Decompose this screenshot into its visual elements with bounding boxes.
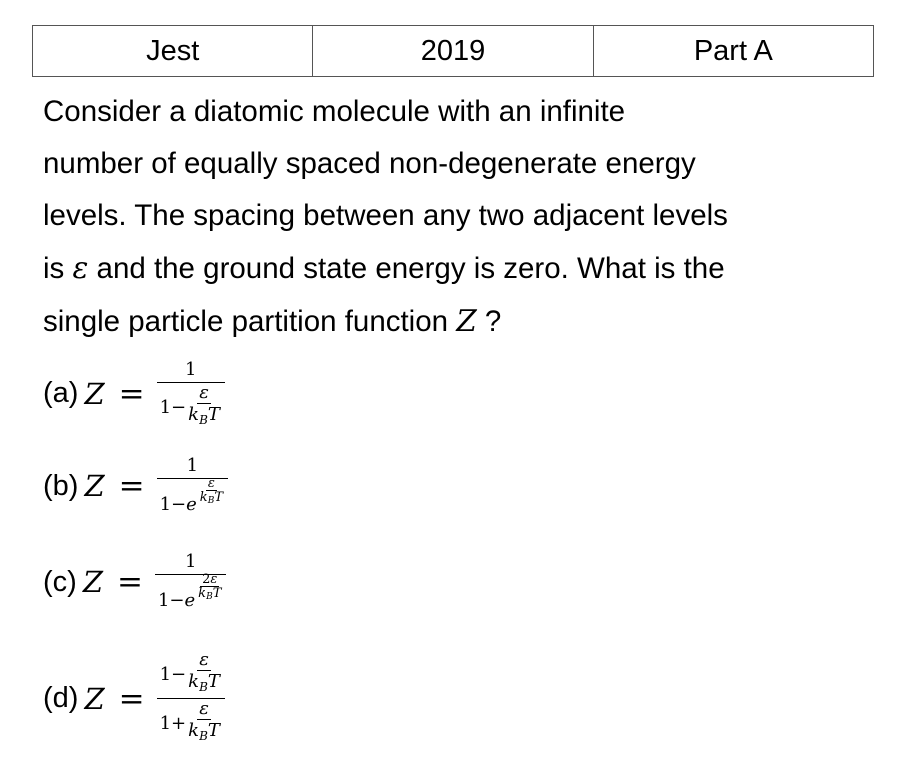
question-line-5-pre: single particle partition function [43,305,457,338]
option-d-top-k: k [188,671,200,692]
option-d-equals: = [118,680,145,717]
option-a [43,356,225,431]
option-d-top-b: B [199,680,208,694]
option-c-t: T [212,586,222,601]
option-b-t: T [214,490,223,505]
option-d-top-t: T [207,671,220,692]
epsilon-symbol: ε [72,251,89,285]
option-a-inner-eps: ε [199,382,209,403]
option-b-one: 1 [159,494,172,515]
option-c [43,548,226,616]
option-d-bot-t: T [207,720,220,741]
option-d-top-eps: ε [199,649,209,670]
option-b-denominator [157,478,228,520]
option-c-exp-num [200,573,219,587]
option-c-label: (c) [43,565,77,598]
question-line-4 [43,242,893,295]
option-d-bot-b: B [199,729,208,743]
option-b-exp-den [198,491,225,508]
question-line-3: levels. The spacing between any two adjacent levels [43,199,728,232]
option-b-fraction [157,452,228,520]
option-c-fraction [155,548,226,616]
option-d-label: (d) [43,682,79,714]
option-b-label: (b) [43,469,79,502]
option-b-z: Z [84,469,105,503]
question-line-5 [43,295,893,348]
option-a-numerator: 1 [185,358,197,380]
option-c-two: 2 [202,572,211,587]
question-text [43,86,893,348]
option-a-t: T [207,404,220,425]
option-c-b: B [206,592,213,602]
option-c-exponent [196,573,223,604]
option-b-k: k [199,490,208,505]
option-d-fraction [157,650,225,747]
option-a-k: k [188,404,200,425]
header-cell-part: Part A [593,26,873,77]
option-b-exponent [198,477,225,508]
option-d-top-inner-fraction [186,650,222,698]
option-c-e: e [184,590,196,611]
option-c-exp-den [196,587,223,604]
option-b [43,452,228,520]
header-row [33,26,874,77]
option-d-denominator [157,698,225,747]
option-d [43,650,225,747]
option-a-fraction [157,356,225,431]
question-line-5-post: ? [476,305,502,338]
option-d-bot-inner-fraction [186,699,222,747]
header-table [32,25,874,77]
option-d-bot-k: k [188,720,200,741]
option-b-e: e [186,494,197,515]
option-a-label: (a) [43,377,79,409]
option-a-z: Z [84,376,105,411]
option-c-k: k [198,586,207,601]
option-c-numerator: 1 [184,550,197,572]
option-a-equals: = [118,375,145,412]
option-c-z: Z [82,565,103,599]
option-c-exp-eps: ε [210,572,218,587]
header-cell-year: 2019 [313,26,593,77]
option-a-denominator [157,382,225,431]
option-c-equals: = [116,564,143,600]
option-d-one-bot: 1 [159,712,172,734]
option-d-numerator [157,650,225,698]
option-a-inner-den [186,404,222,431]
option-b-numerator: 1 [186,454,199,476]
option-c-one: 1 [157,590,170,611]
header-cell-exam: Jest [33,26,313,77]
option-d-one-top: 1 [159,663,172,685]
question-line-1: Consider a diatomic molecule with an infinite [43,95,626,128]
option-b-exp-eps: ε [207,476,215,491]
option-d-bot-inner-den [186,720,222,747]
option-c-minus: − [169,590,185,611]
question-line-2: number of equally spaced non-degenerate energy [43,147,696,180]
option-d-plus: + [171,712,187,734]
question-line-4-pre: is [43,252,73,285]
z-symbol: Z [456,304,477,338]
option-a-minus: − [171,396,187,418]
option-a-b: B [199,413,208,427]
option-a-inner-fraction [186,383,222,431]
question-line-4-post: and the ground state energy is zero. What is the [88,252,725,285]
option-b-b: B [207,496,215,506]
option-d-bot-eps: ε [199,698,209,719]
option-b-minus: − [171,494,187,515]
option-d-minus: − [171,663,187,685]
option-d-z: Z [84,681,105,716]
option-a-one: 1 [159,396,172,418]
option-b-equals: = [118,468,145,504]
option-c-denominator [155,574,226,616]
option-d-top-inner-den [186,671,222,698]
